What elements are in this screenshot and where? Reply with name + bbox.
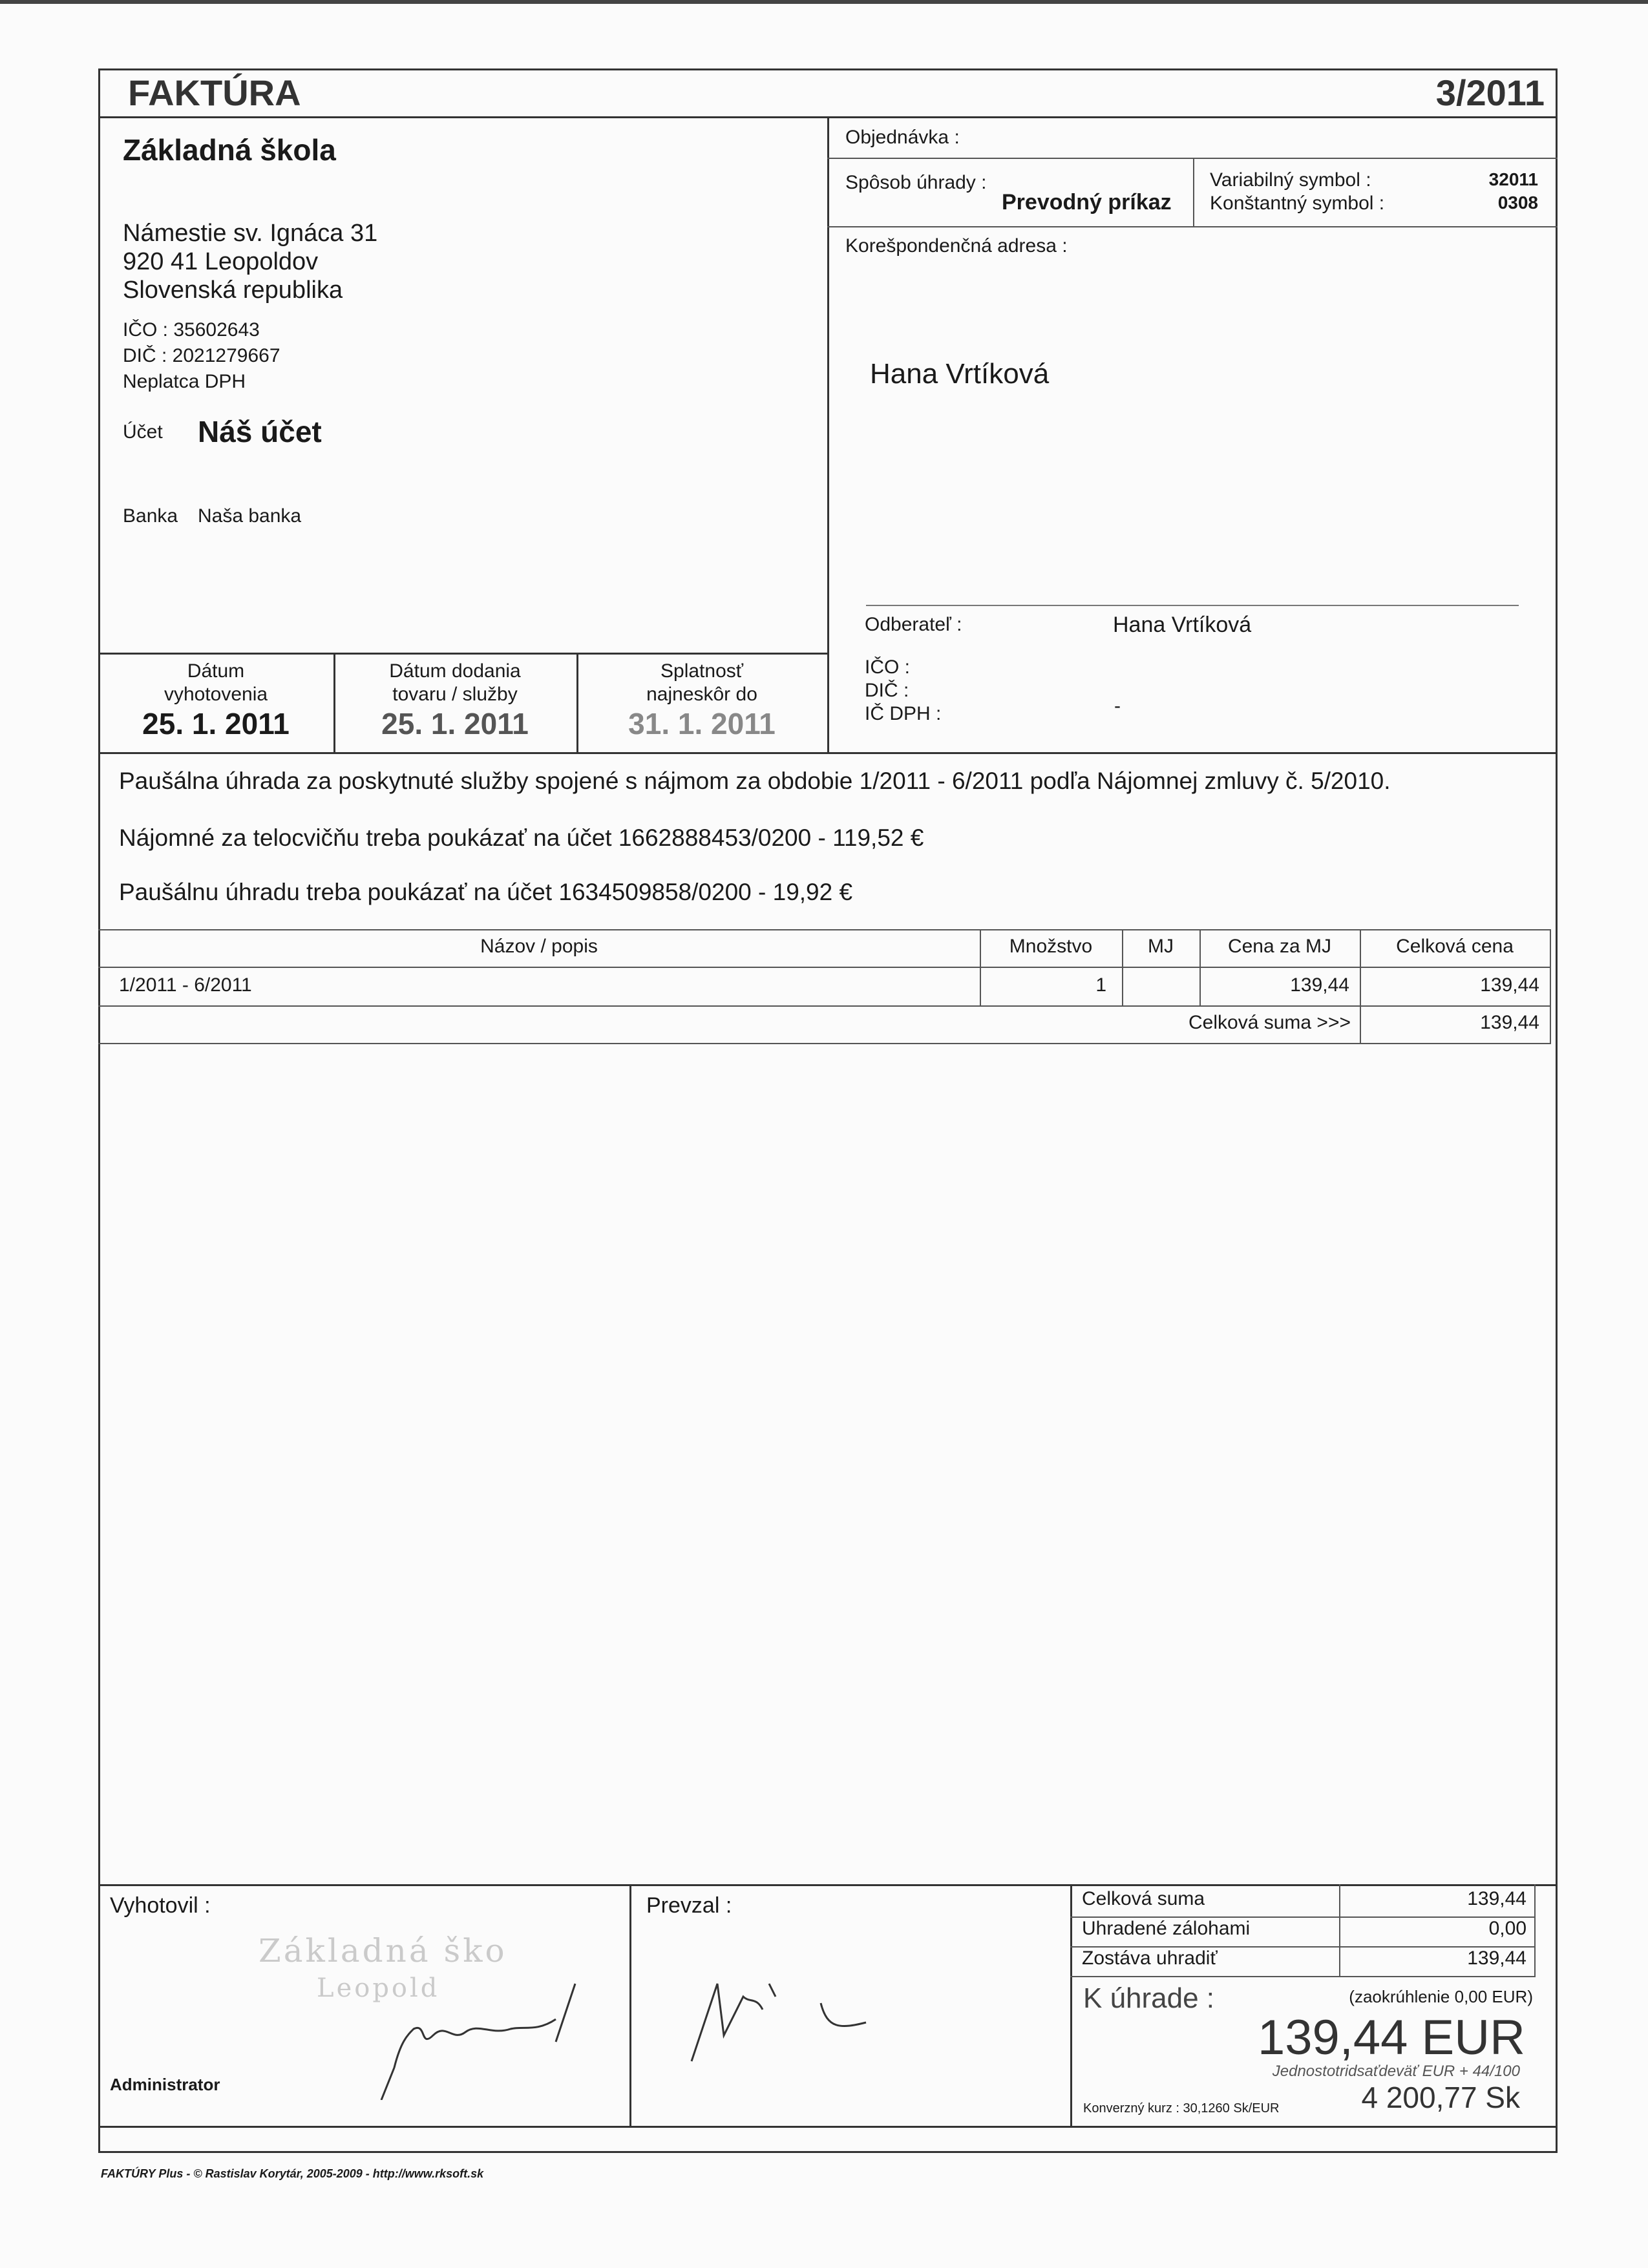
symbols-divider bbox=[1193, 158, 1194, 226]
remaining-label: Zostáva uhradiť bbox=[1082, 1948, 1218, 1969]
customer-ico-label: IČO : bbox=[865, 656, 911, 678]
item-name: 1/2011 - 6/2011 bbox=[119, 974, 252, 996]
items-sum-line bbox=[98, 1043, 1551, 1044]
sum-label: Celková suma >>> bbox=[1188, 1012, 1351, 1033]
totals-line-3 bbox=[1070, 1976, 1536, 1977]
received-label: Prevzal : bbox=[646, 1893, 732, 1918]
rounding-note: (zaokrúhlenie 0,00 EUR) bbox=[1349, 1987, 1533, 2006]
dates-top-line bbox=[98, 653, 827, 655]
due-date-label-1: Splatnosť bbox=[660, 660, 743, 682]
sk-value: 4 200,77 Sk bbox=[1361, 2081, 1520, 2114]
col-header-unit: MJ bbox=[1148, 936, 1174, 957]
dates-bottom-line bbox=[98, 752, 1558, 754]
customer-label: Odberateľ : bbox=[865, 614, 962, 635]
issuer-signature bbox=[362, 1971, 595, 2100]
total-sum-value: 139,44 bbox=[1467, 1888, 1527, 1909]
remaining-value: 139,44 bbox=[1467, 1948, 1527, 1969]
delivery-date-label-1: Dátum dodania bbox=[389, 660, 521, 682]
description-line-3: Paušálnu úhradu treba poukázať na účet 1634509858/0200 - 19,92 € bbox=[119, 879, 853, 905]
col-header-price: Cena za MJ bbox=[1227, 936, 1332, 957]
due-date-label-2: najneskôr do bbox=[646, 684, 757, 705]
order-divider bbox=[827, 158, 1558, 159]
to-pay-value: 139,44 EUR bbox=[1257, 2010, 1525, 2065]
issued-by-label: Vyhotovil : bbox=[110, 1893, 211, 1918]
item-total: 139,44 bbox=[1480, 974, 1539, 996]
supplier-order-divider bbox=[827, 116, 829, 752]
customer-icdph-label: IČ DPH : bbox=[865, 703, 942, 724]
advance-paid-value: 0,00 bbox=[1488, 1918, 1527, 1939]
school-stamp-line-2: Leopold bbox=[317, 1973, 440, 2003]
delivery-date-label-2: tovaru / služby bbox=[392, 684, 518, 705]
footer-divider-2 bbox=[1070, 1884, 1072, 2126]
item-price: 139,44 bbox=[1290, 974, 1349, 996]
invoice-title: FAKTÚRA bbox=[128, 72, 301, 113]
items-top-line bbox=[98, 929, 1551, 930]
items-right-edge bbox=[1550, 929, 1551, 1043]
supplier-country: Slovenská republika bbox=[123, 277, 343, 304]
amount-in-words: Jednostotridsaťdeväť EUR + 44/100 bbox=[1272, 2063, 1520, 2080]
account-label: Účet bbox=[123, 421, 163, 443]
supplier-vat-status: Neplatca DPH bbox=[123, 371, 246, 392]
recipient-signature bbox=[679, 1958, 885, 2074]
bank-label: Banka bbox=[123, 505, 178, 527]
description-line-1: Paušálna úhrada za poskytnuté služby spojené s nájmom za obdobie 1/2011 - 6/2011 podľa Nájomnej zmluvy č. 5/2010. bbox=[119, 768, 1391, 794]
correspondence-label: Korešpondenčná adresa : bbox=[845, 235, 1068, 257]
correspondence-name: Hana Vrtíková bbox=[870, 358, 1050, 390]
constant-symbol-label: Konštantný symbol : bbox=[1210, 193, 1385, 214]
customer-icdph-value: - bbox=[1114, 695, 1121, 717]
customer-dic-label: DIČ : bbox=[865, 680, 909, 701]
payment-method-label: Spôsob úhrady : bbox=[845, 172, 987, 193]
invoice-number: 3/2011 bbox=[1435, 72, 1545, 113]
supplier-dic: DIČ : 2021279667 bbox=[123, 345, 280, 366]
totals-right-edge bbox=[1534, 1884, 1536, 1976]
software-credit: FAKTÚRY Plus - © Rastislav Korytár, 2005-2009 - http://www.rksoft.sk bbox=[101, 2167, 484, 2180]
account-value: Náš účet bbox=[198, 415, 322, 448]
issued-by-name: Administrator bbox=[110, 2075, 220, 2094]
due-date-value: 31. 1. 2011 bbox=[628, 707, 776, 740]
customer-divider bbox=[866, 605, 1519, 606]
school-stamp-line-1: Základná ško bbox=[259, 1932, 507, 1969]
corr-divider bbox=[827, 226, 1558, 227]
col-header-total: Celková cena bbox=[1396, 936, 1514, 957]
order-label: Objednávka : bbox=[845, 127, 960, 148]
col-header-qty: Množstvo bbox=[1009, 936, 1093, 957]
supplier-city: 920 41 Leopoldov bbox=[123, 248, 319, 275]
item-qty: 1 bbox=[1095, 974, 1106, 996]
supplier-street: Námestie sv. Ignáca 31 bbox=[123, 220, 378, 247]
constant-symbol-value: 0308 bbox=[1497, 193, 1538, 213]
col-header-name: Názov / popis bbox=[480, 936, 598, 957]
footer-bottom-line bbox=[98, 2126, 1558, 2128]
supplier-name: Základná škola bbox=[123, 133, 336, 167]
variable-symbol-value: 32011 bbox=[1488, 169, 1538, 189]
advance-paid-label: Uhradené zálohami bbox=[1082, 1918, 1251, 1939]
total-sum-label: Celková suma bbox=[1082, 1888, 1205, 1909]
bank-value: Naša banka bbox=[198, 505, 302, 527]
supplier-ico: IČO : 35602643 bbox=[123, 319, 260, 341]
items-row-line bbox=[98, 1005, 1551, 1007]
scan-edge bbox=[0, 0, 1648, 4]
variable-symbol-label: Variabilný symbol : bbox=[1210, 169, 1371, 191]
sum-value: 139,44 bbox=[1480, 1012, 1539, 1033]
customer-name: Hana Vrtíková bbox=[1113, 613, 1252, 637]
description-line-2: Nájomné za telocvičňu treba poukázať na účet 1662888453/0200 - 119,52 € bbox=[119, 824, 924, 851]
delivery-date-value: 25. 1. 2011 bbox=[381, 707, 529, 740]
to-pay-label: K úhrade : bbox=[1083, 1982, 1215, 2014]
payment-method-value: Prevodný príkaz bbox=[1002, 190, 1172, 215]
conversion-rate: Konverzný kurz : 30,1260 Sk/EUR bbox=[1083, 2101, 1280, 2116]
items-header-line bbox=[98, 967, 1551, 968]
issue-date-value: 25. 1. 2011 bbox=[142, 707, 290, 740]
issue-date-label-2: vyhotovenia bbox=[164, 684, 268, 705]
footer-divider-1 bbox=[629, 1884, 631, 2126]
issue-date-label-1: Dátum bbox=[187, 660, 245, 682]
